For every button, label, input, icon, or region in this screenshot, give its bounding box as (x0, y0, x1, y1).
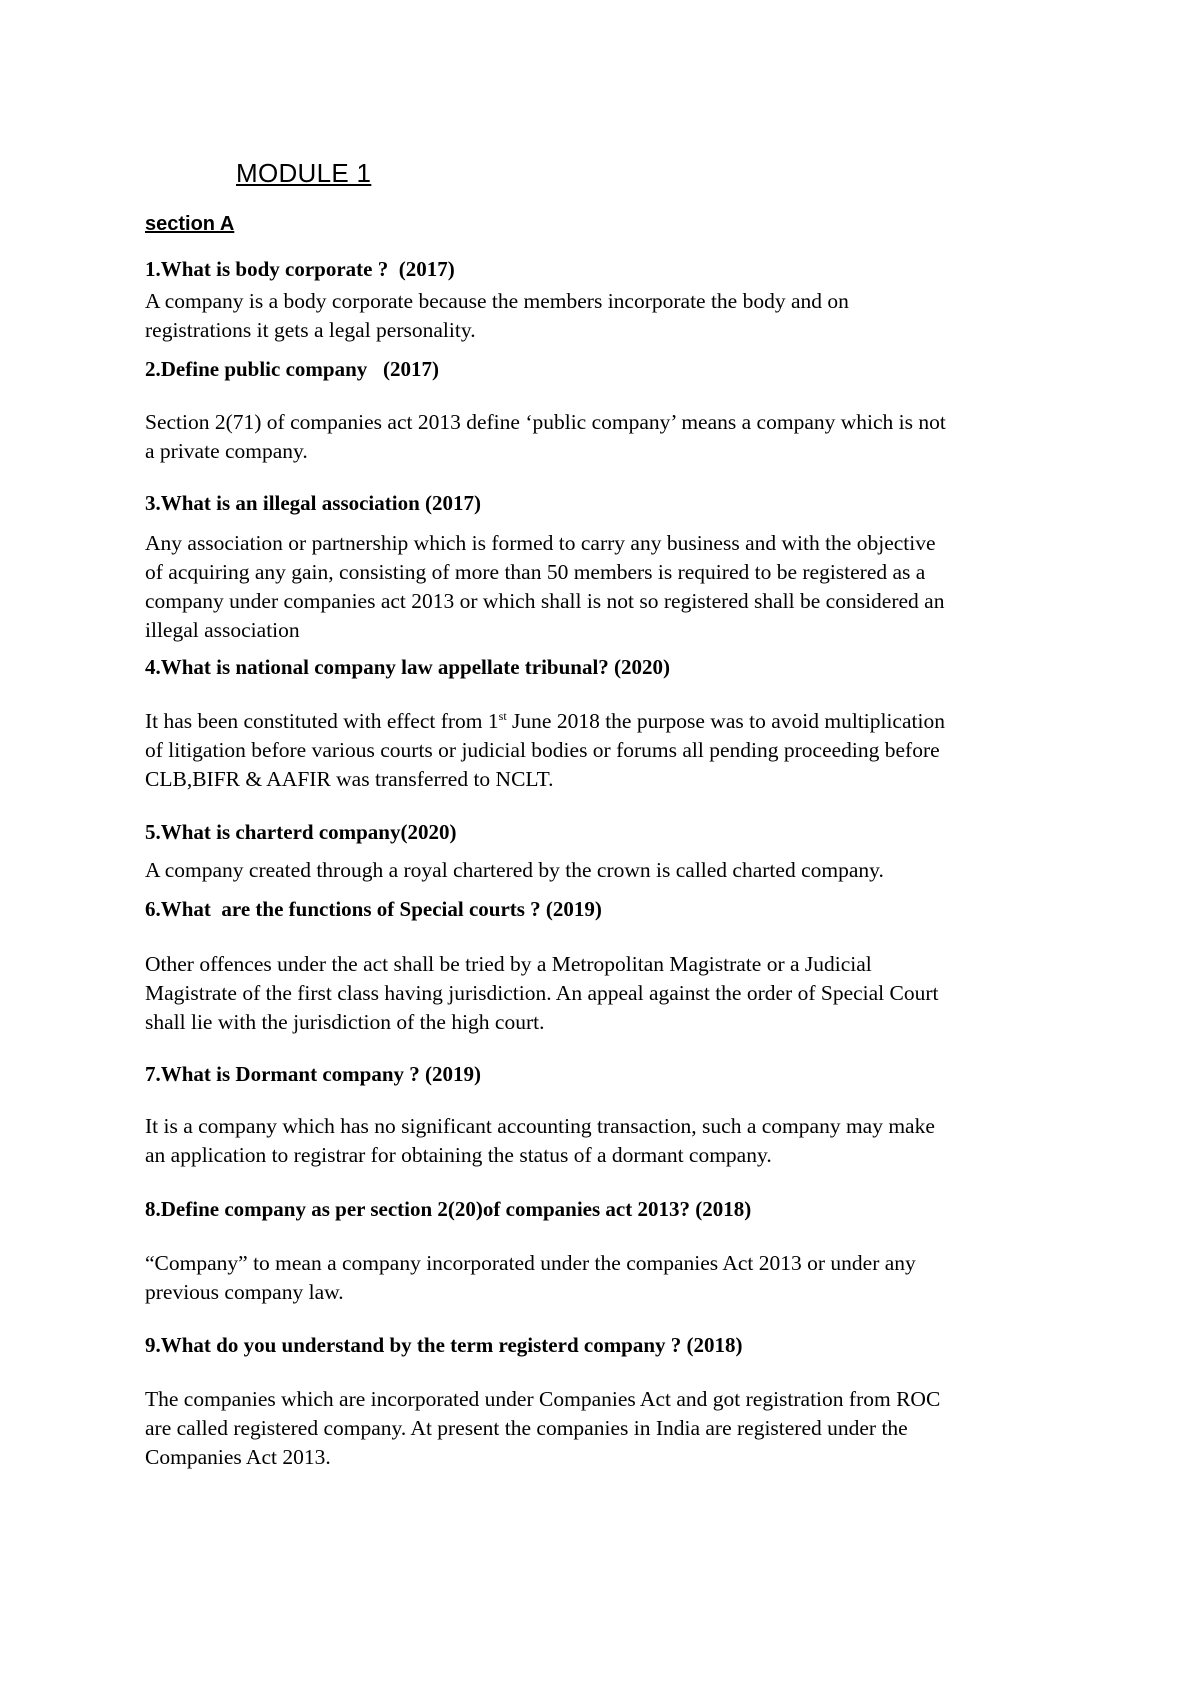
question-9: 9.What do you understand by the term registerd company ? (2018) (145, 1333, 743, 1357)
answer-line: previous company law. (145, 1280, 344, 1304)
question-1: 1.What is body corporate ? (2017) (145, 257, 455, 281)
answer-line: Magistrate of the first class having jurisdiction. An appeal against the order of Special Court (145, 981, 939, 1005)
answer-line: Companies Act 2013. (145, 1445, 331, 1469)
answer-line: The companies which are incorporated under Companies Act and got registration from ROC (145, 1387, 941, 1411)
answer-line: Section 2(71) of companies act 2013 define ‘public company’ means a company which is not (145, 410, 946, 434)
question-3: 3.What is an illegal association (2017) (145, 491, 482, 515)
answer-7 (145, 1112, 1085, 1170)
answer-9 (145, 1385, 1085, 1472)
answer-8 (145, 1249, 1085, 1307)
answer-line: Other offences under the act shall be tried by a Metropolitan Magistrate or a Judicial (145, 952, 872, 976)
answer-line: company under companies act 2013 or which shall is not so registered shall be considered an (145, 589, 945, 613)
answer-line: A company is a body corporate because the members incorporate the body and on (145, 289, 849, 313)
question-6: 6.What are the functions of Special courts ? (2019) (145, 897, 602, 921)
section-heading: section A (145, 213, 235, 235)
answer-6 (145, 950, 1085, 1037)
question-5: 5.What is charterd company(2020) (145, 820, 457, 844)
answer-5 (145, 856, 1085, 885)
answer-line: a private company. (145, 439, 308, 463)
answer-2 (145, 408, 1085, 466)
answer-line: It has been constituted with effect from 1st June 2018 the purpose was to avoid multiplication (145, 708, 945, 733)
answer-line: CLB,BIFR & AAFIR was transferred to NCLT. (145, 767, 554, 791)
answer-4 (145, 707, 1085, 794)
answer-line: Any association or partnership which is formed to carry any business and with the objective (145, 531, 936, 555)
question-4: 4.What is national company law appellate tribunal? (2020) (145, 655, 671, 679)
answer-line: A company created through a royal chartered by the crown is called charted company. (145, 858, 884, 882)
answer-line: shall lie with the jurisdiction of the high court. (145, 1010, 545, 1034)
answer-line: It is a company which has no significant accounting transaction, such a company may make (145, 1114, 935, 1138)
answer-line: an application to registrar for obtaining the status of a dormant company. (145, 1143, 772, 1167)
answer-line: are called registered company. At present the companies in India are registered under the (145, 1416, 908, 1440)
module-title: MODULE 1 (236, 158, 372, 188)
answer-line: “Company” to mean a company incorporated under the companies Act 2013 or under any (145, 1251, 916, 1275)
answer-3 (145, 529, 1085, 645)
answer-line: registrations it gets a legal personality. (145, 318, 476, 342)
question-2: 2.Define public company (2017) (145, 357, 439, 381)
question-7: 7.What is Dormant company ? (2019) (145, 1062, 481, 1086)
answer-1 (145, 287, 1085, 345)
answer-line: of litigation before various courts or judicial bodies or forums all pending proceeding before (145, 738, 940, 762)
question-8: 8.Define company as per section 2(20)of companies act 2013? (2018) (145, 1197, 752, 1221)
answer-line: of acquiring any gain, consisting of more than 50 members is required to be registered as a (145, 560, 926, 584)
answer-line: illegal association (145, 618, 300, 642)
